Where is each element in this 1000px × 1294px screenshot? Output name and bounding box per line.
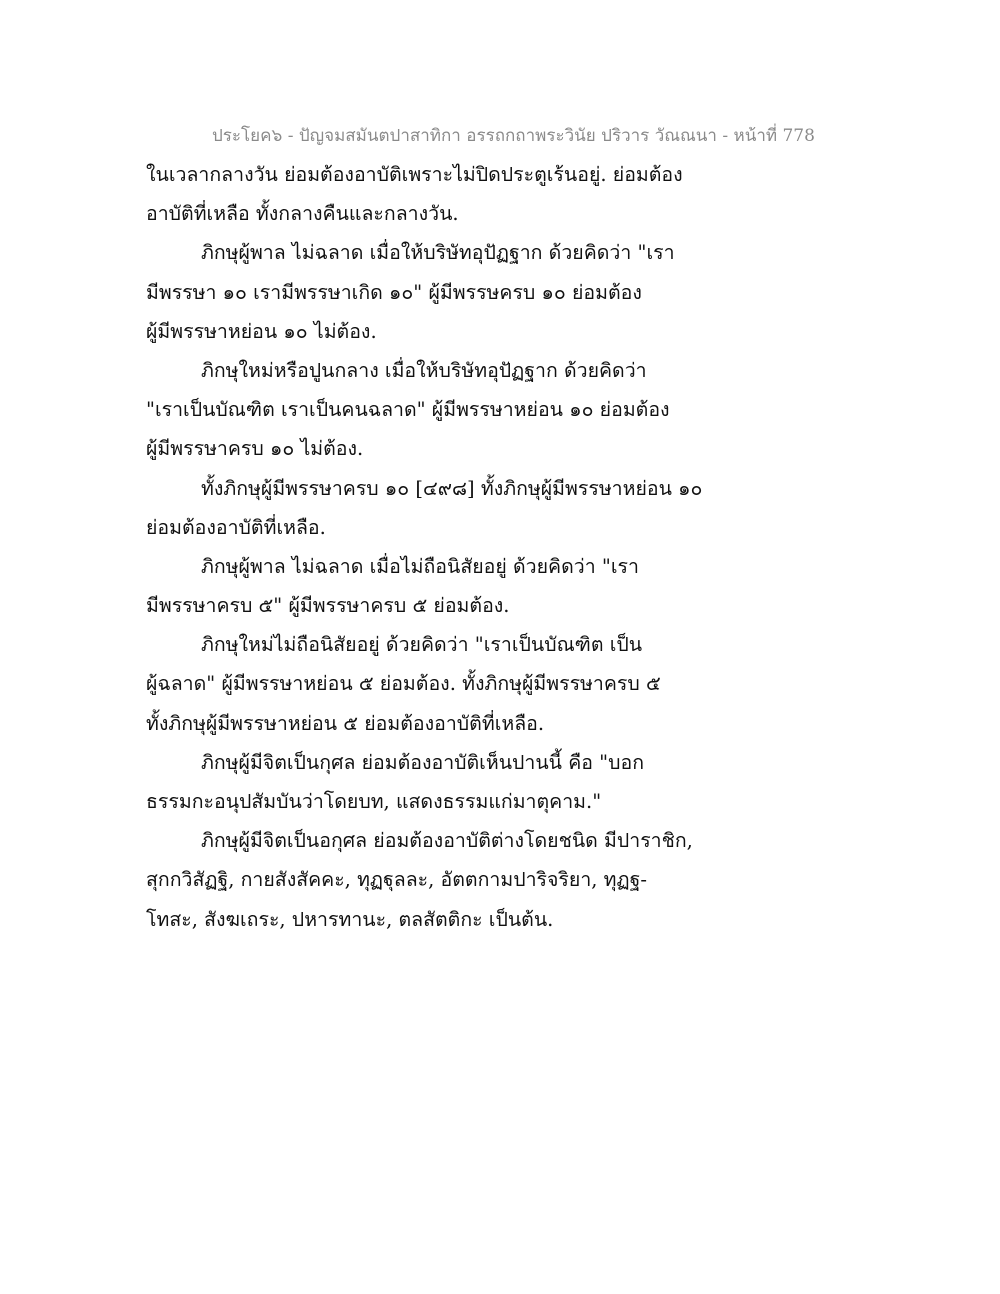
paragraph-first-line: ภิกษุผู้มีจิตเป็นกุศล ย่อมต้องอาบัติเห็นปานนี้ คือ "บอก [201, 750, 645, 774]
text-line: อาบัติที่เหลือ ทั้งกลางคืนและกลางวัน. [146, 202, 459, 226]
text-line: ย่อมต้องอาบัติที่เหลือ. [146, 515, 326, 539]
text-line: ผู้ฉลาด" ผู้มีพรรษาหย่อน ๕ ย่อมต้อง. ทั้งภิกษุผู้มีพรรษาครบ ๕ [146, 672, 661, 696]
paragraph-first-line: ภิกษุใหม่หรือปูนกลาง เมื่อให้บริษัทอุปัฏฐาก ด้วยคิดว่า [201, 358, 647, 382]
paragraph-first-line: ภิกษุผู้พาล ไม่ฉลาด เมื่อให้บริษัทอุปัฏฐาก ด้วยคิดว่า "เรา [201, 241, 675, 265]
paragraph-first-line: ทั้งภิกษุผู้มีพรรษาครบ ๑๐ [๔๙๘] ทั้งภิกษุผู้มีพรรษาหย่อน ๑๐ [201, 476, 703, 500]
text-line: ทั้งภิกษุผู้มีพรรษาหย่อน ๕ ย่อมต้องอาบัติที่เหลือ. [146, 711, 545, 735]
text-line: มีพรรษาครบ ๕" ผู้มีพรรษาครบ ๕ ย่อมต้อง. [146, 594, 510, 618]
paragraph-first-line: ภิกษุผู้พาล ไม่ฉลาด เมื่อไม่ถือนิสัยอยู่ ด้วยคิดว่า "เรา [201, 554, 639, 578]
text-line: "เราเป็นบัณฑิต เราเป็นคนฉลาด" ผู้มีพรรษาหย่อน ๑๐ ย่อมต้อง [146, 398, 670, 422]
text-line: ผู้มีพรรษาครบ ๑๐ ไม่ต้อง. [146, 437, 364, 461]
body-text [146, 155, 746, 939]
text-line: สุกกวิสัฏฐิ, กายสังสัคคะ, ทุฏฐุลละ, อัตตกามปาริจริยา, ทุฏฐ- [146, 868, 647, 892]
text-line: ธรรมกะอนุปสัมบันว่าโดยบท, แสดงธรรมแก่มาตุคาม." [146, 790, 602, 813]
text-line: ผู้มีพรรษาหย่อน ๑๐ ไม่ต้อง. [146, 319, 377, 343]
text-line: มีพรรษา ๑๐ เรามีพรรษาเกิด ๑๐" ผู้มีพรรษครบ ๑๐ ย่อมต้อง [146, 280, 642, 304]
text-line: โทสะ, สังฆเถระ, ปหารทานะ, ตลสัตติกะ เป็นต้น. [146, 907, 554, 931]
text-line: ในเวลากลางวัน ย่อมต้องอาบัติเพราะไม่ปิดประตูเร้นอยู่. ย่อมต้อง [146, 163, 683, 186]
paragraph-first-line: ภิกษุใหม่ไม่ถือนิสัยอยู่ ด้วยคิดว่า "เราเป็นบัณฑิต เป็น [201, 633, 643, 657]
paragraph-first-line: ภิกษุผู้มีจิตเป็นอกุศล ย่อมต้องอาบัติต่างโดยชนิด มีปาราชิก, [201, 829, 693, 853]
running-header: ประโยค๖ - ปัญจมสมันตปาสาทิกา อรรถกถาพระวินัย ปริวาร วัณณนา - หน้าที่ 778 [212, 126, 815, 146]
